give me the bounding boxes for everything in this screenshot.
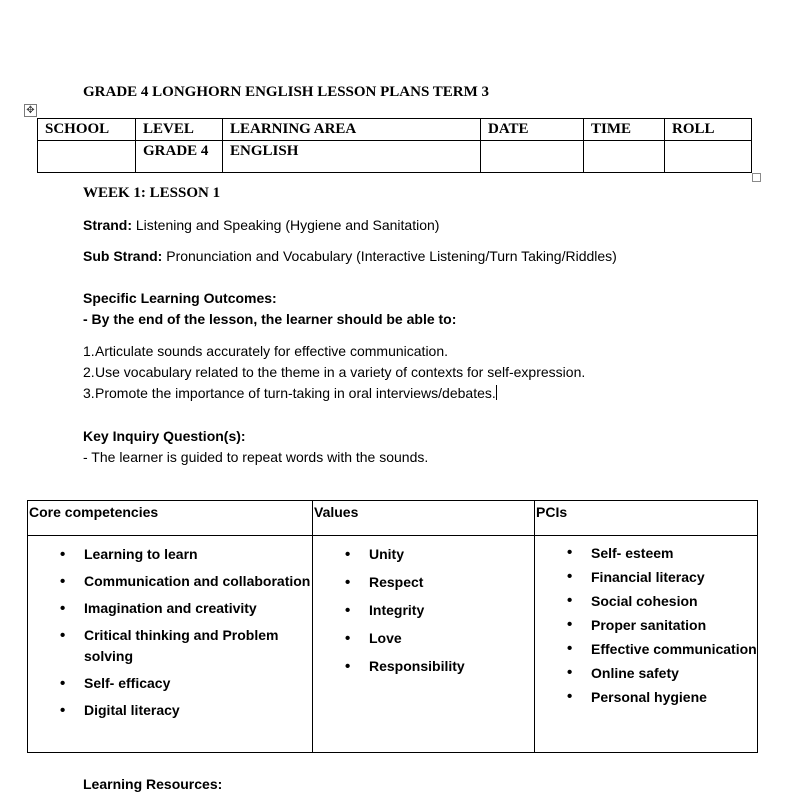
value-date[interactable]	[481, 141, 584, 173]
list-item: • Learning to learn	[28, 544, 312, 565]
list-item: • Critical thinking and Problem solving	[28, 625, 312, 667]
list-item: • Financial literacy	[535, 566, 757, 588]
pcis-header: PCIs	[535, 501, 758, 536]
table-move-handle-icon[interactable]: ✥	[24, 104, 37, 117]
sub-strand-value: Pronunciation and Vocabulary (Interactive Listening/Turn Taking/Riddles)	[166, 248, 617, 264]
competencies-table	[27, 500, 758, 753]
sub-strand-line	[83, 248, 617, 264]
list-item: • Imagination and creativity	[28, 598, 312, 619]
strand-value: Listening and Speaking (Hygiene and Sanitation)	[135, 217, 440, 233]
header-school: SCHOOL	[38, 119, 136, 141]
outcomes-heading: Specific Learning Outcomes:	[83, 290, 277, 306]
table-resize-handle[interactable]	[752, 173, 761, 182]
pcis-cell	[535, 536, 758, 753]
header-learning-area: LEARNING AREA	[223, 119, 481, 141]
header-roll: ROLL	[665, 119, 752, 141]
document-title: GRADE 4 LONGHORN ENGLISH LESSON PLANS TERM 3	[83, 84, 490, 100]
list-item: 1.Articulate sounds accurately for effective communication.	[83, 343, 449, 359]
text-cursor	[496, 385, 497, 400]
value-roll[interactable]	[665, 141, 752, 173]
strand-label: Strand:	[83, 217, 132, 233]
outcomes-intro: - By the end of the lesson, the learner should be able to:	[83, 311, 457, 327]
list-item: • Integrity	[313, 600, 534, 621]
resources-heading: Learning Resources:	[83, 776, 223, 792]
list-item: • Love	[313, 628, 534, 649]
core-competencies-header: Core competencies	[28, 501, 313, 536]
header-date: DATE	[481, 119, 584, 141]
value-learning-area[interactable]: ENGLISH	[223, 141, 481, 173]
list-item: • Unity	[313, 544, 534, 565]
week-heading: WEEK 1: LESSON 1	[83, 185, 221, 201]
list-item: • Online safety	[535, 662, 757, 684]
lesson-info-table	[37, 118, 752, 173]
value-time[interactable]	[584, 141, 665, 173]
core-competencies-cell	[28, 536, 313, 753]
list-item: • Self- efficacy	[28, 673, 312, 694]
list-item: • Respect	[313, 572, 534, 593]
list-item: • Social cohesion	[535, 590, 757, 612]
list-item: • Responsibility	[313, 656, 534, 677]
header-time: TIME	[584, 119, 665, 141]
value-level[interactable]: GRADE 4	[136, 141, 223, 173]
values-header: Values	[313, 501, 535, 536]
values-cell	[313, 536, 535, 753]
list-item: • Personal hygiene	[535, 686, 757, 708]
strand-line	[83, 217, 439, 233]
list-item: 2.Use vocabulary related to the theme in a variety of contexts for self-expression.	[83, 364, 586, 380]
list-item: • Self- esteem	[535, 542, 757, 564]
outcomes-list	[83, 343, 585, 406]
sub-strand-label: Sub Strand:	[83, 248, 163, 264]
header-level: LEVEL	[136, 119, 223, 141]
list-item: • Effective communication	[535, 638, 757, 660]
value-school[interactable]	[38, 141, 136, 173]
list-item: • Communication and collaboration	[28, 571, 312, 592]
inquiry-text: - The learner is guided to repeat words with the sounds.	[83, 449, 429, 465]
list-item: 3.Promote the importance of turn-taking in oral interviews/debates.	[83, 385, 496, 401]
list-item: • Digital literacy	[28, 700, 312, 721]
list-item: • Proper sanitation	[535, 614, 757, 636]
inquiry-heading: Key Inquiry Question(s):	[83, 428, 246, 444]
